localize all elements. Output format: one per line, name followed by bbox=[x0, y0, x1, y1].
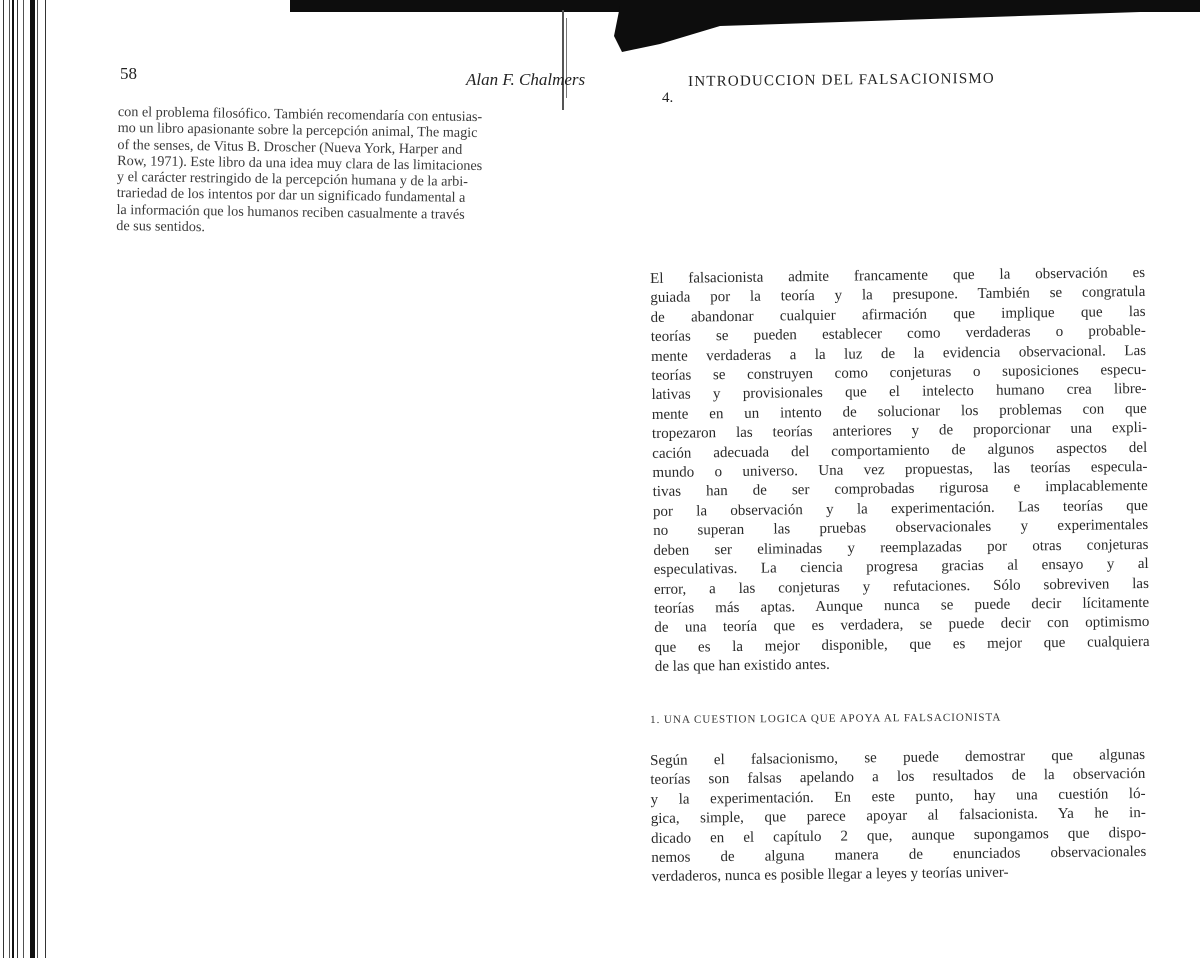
text-line: mundo o universo. Una vez propuestas, las teorías especula- bbox=[652, 459, 1148, 482]
footnote-text bbox=[116, 104, 600, 241]
text-line: lativas y provisionales que el intelecto humano crea libre- bbox=[651, 381, 1147, 404]
text-line: guiada por la teoría y la presupone. También se congratula bbox=[650, 284, 1146, 307]
section-heading: 1. UNA CUESTION LOGICA QUE APOYA AL FALSACIONISTA bbox=[650, 711, 1002, 726]
paragraph-1 bbox=[650, 264, 1150, 678]
text-line: teorías más aptas. Aunque nunca se puede decir lícitamente bbox=[654, 594, 1150, 617]
text-line: mente en un intento de solucionar los problemas con que bbox=[651, 400, 1147, 423]
page-number: 58 bbox=[120, 64, 137, 83]
chapter-number: 4. bbox=[662, 90, 674, 106]
text-line: tivas han de ser comprobadas rigurosa e implacablemente bbox=[652, 478, 1148, 501]
text-line: la información que los humanos reciben casualmente a través bbox=[116, 201, 465, 223]
text-line: dicado en el capítulo 2 que, aunque supongamos que dispo- bbox=[650, 824, 1147, 847]
text-line: de sus sentidos. bbox=[116, 218, 206, 236]
running-head-author: Alan F. Chalmers bbox=[466, 70, 586, 89]
text-line: y el carácter restringido de la percepción humana y de la arbi- bbox=[116, 169, 469, 191]
text-line: no superan las pruebas observacionales y experimentales bbox=[653, 517, 1149, 540]
text-line: Según el falsacionismo, se puede demostrar que algunas bbox=[650, 746, 1146, 769]
text-line: mente verdaderas a la luz de la evidencia observacional. Las bbox=[650, 342, 1147, 365]
text-line: error, a las conjeturas y refutaciones. Sólo sobreviven las bbox=[653, 575, 1149, 598]
text-line: verdaderos, nunca es posible llegar a leyes y teorías univer- bbox=[651, 865, 1009, 886]
text-line: El falsacionista admite francamente que la observación es bbox=[650, 264, 1146, 287]
text-line: teorías son falsas apelando a los resultados de la observación bbox=[650, 766, 1146, 789]
text-line: mo un libro apasionante sobre la percepción animal, The magic bbox=[117, 120, 478, 142]
text-line: que es la mejor disponible, que es mejor que cualquiera bbox=[654, 633, 1150, 656]
chapter-title: INTRODUCCION DEL FALSACIONISMO bbox=[688, 70, 995, 90]
text-line: y la experimentación. En este punto, hay una cuestión ló- bbox=[650, 785, 1146, 808]
text-line: nemos de alguna manera de enunciados observacionales bbox=[651, 843, 1147, 867]
text-line: por la observación y la experimentación. Las teorías que bbox=[652, 497, 1149, 520]
text-line: gica, simple, que parece apoyar al falsacionista. Ya he in- bbox=[650, 805, 1146, 828]
text-line: deben ser eliminadas y reemplazadas por otras conjeturas bbox=[653, 536, 1149, 559]
text-line: de una teoría que es verdadera, se puede decir con optimismo bbox=[654, 614, 1150, 637]
text-line: cación adecuada del comportamiento de algunos aspectos del bbox=[652, 439, 1148, 462]
text-line: especulativas. La ciencia progresa gracias al ensayo y al bbox=[653, 556, 1149, 579]
text-line: of the senses, de Vitus B. Droscher (Nueva York, Harper and bbox=[117, 136, 463, 158]
paragraph-2 bbox=[650, 746, 1147, 888]
text-line: de abandonar cualquier afirmación que implique que las bbox=[650, 303, 1146, 326]
text-line: teorías se construyen como conjeturas o suposiciones especu- bbox=[651, 361, 1147, 385]
text-line: tropezaron las teorías anteriores y de proporcionar una expli- bbox=[651, 420, 1148, 443]
text-line: con el problema filosófico. También recomendaría con entusias- bbox=[117, 104, 483, 126]
text-line: trariedad de los intentos por dar un significado fundamental a bbox=[116, 185, 466, 207]
text-line: de las que han existido antes. bbox=[654, 656, 830, 676]
text-line: teorías se pueden establecer como verdaderas o probable- bbox=[650, 323, 1146, 346]
text-line: Row, 1971). Este libro da una idea muy clara de las limitaciones bbox=[117, 152, 483, 174]
